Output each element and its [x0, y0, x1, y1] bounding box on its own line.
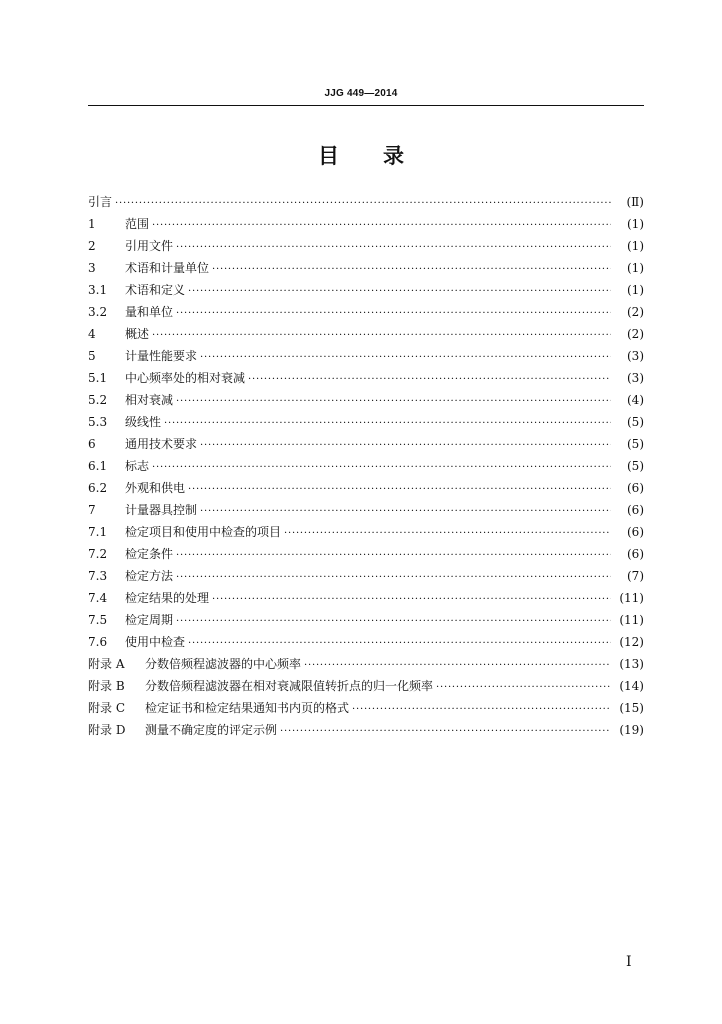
toc-entry-page: (2)	[627, 305, 644, 319]
toc-entry-title: 中心频率处的相对衰减	[125, 371, 246, 385]
toc-entry[interactable]	[88, 631, 644, 653]
toc-entry[interactable]	[88, 279, 644, 301]
toc-leader-dots	[176, 611, 611, 633]
toc-entry[interactable]	[88, 433, 644, 455]
toc-entry-title: 检定结果的处理	[125, 591, 210, 605]
toc-leader-dots	[176, 391, 611, 413]
toc-entry-page: (1)	[627, 261, 644, 275]
toc-leader-dots	[176, 303, 611, 325]
toc-leader-dots	[304, 655, 611, 677]
toc-entry[interactable]	[88, 543, 644, 565]
toc-leader-dots	[284, 523, 611, 545]
toc-entry[interactable]	[88, 675, 644, 697]
toc-leader-dots	[188, 633, 611, 655]
toc-entry-title: 通用技术要求	[125, 437, 198, 451]
toc-entry-number: 1	[88, 217, 96, 231]
toc-entry-number: 附录 A	[88, 657, 125, 671]
toc-entry[interactable]	[88, 301, 644, 323]
toc-entry-title: 相对衰减	[125, 393, 174, 407]
toc-leader-dots	[152, 457, 611, 479]
toc-entry[interactable]	[88, 455, 644, 477]
toc-entry[interactable]	[88, 323, 644, 345]
toc-entry-title: 计量器具控制	[125, 503, 198, 517]
toc-entry[interactable]	[88, 477, 644, 499]
toc-leader-dots	[115, 193, 611, 215]
toc-entry[interactable]	[88, 389, 644, 411]
toc-entry[interactable]	[88, 609, 644, 631]
toc-entry-page: (19)	[619, 723, 644, 737]
toc-leader-dots	[352, 699, 611, 721]
toc-leader-dots	[212, 589, 611, 611]
toc-entry-number: 3.1	[88, 283, 108, 297]
toc-entry[interactable]	[88, 213, 644, 235]
header-rule	[88, 105, 644, 106]
toc-entry[interactable]	[88, 367, 644, 389]
toc-entry[interactable]	[88, 719, 644, 741]
toc-entry[interactable]	[88, 653, 644, 675]
toc-entry-page: (2)	[627, 327, 644, 341]
toc-leader-dots	[280, 721, 611, 743]
toc-entry-number: 5.2	[88, 393, 108, 407]
toc-entry-title: 引用文件	[125, 239, 174, 253]
toc-entry-number: 附录 D	[88, 723, 126, 737]
toc-entry-page: (3)	[627, 371, 644, 385]
table-of-contents	[88, 191, 644, 741]
toc-entry-title: 量和单位	[125, 305, 174, 319]
toc-leader-dots	[200, 347, 611, 369]
toc-leader-dots	[176, 545, 611, 567]
toc-leader-dots	[152, 215, 611, 237]
toc-entry-number: 5	[88, 349, 96, 363]
toc-entry-title: 检定证书和检定结果通知书内页的格式	[145, 701, 350, 715]
toc-entry-number: 7.4	[88, 591, 108, 605]
toc-entry-page: (14)	[619, 679, 644, 693]
toc-entry-title: 级线性	[125, 415, 162, 429]
toc-entry-number: 7.6	[88, 635, 108, 649]
toc-entry-title: 范围	[125, 217, 150, 231]
toc-entry-number: 4	[88, 327, 96, 341]
toc-entry-number: 附录 B	[88, 679, 125, 693]
toc-entry-page: (11)	[619, 591, 644, 605]
toc-entry-page: (12)	[619, 635, 644, 649]
toc-entry-page: (Ⅱ)	[626, 195, 644, 209]
toc-leader-dots	[164, 413, 611, 435]
toc-entry-number: 7	[88, 503, 96, 517]
toc-entry[interactable]	[88, 411, 644, 433]
toc-entry-number: 7.1	[88, 525, 108, 539]
toc-leader-dots	[152, 325, 611, 347]
toc-leader-dots	[200, 501, 611, 523]
toc-entry-number: 3.2	[88, 305, 108, 319]
toc-entry-number: 2	[88, 239, 96, 253]
toc-entry[interactable]	[88, 257, 644, 279]
toc-entry-page: (4)	[627, 393, 644, 407]
toc-entry-title: 检定周期	[125, 613, 174, 627]
toc-entry[interactable]	[88, 499, 644, 521]
toc-entry[interactable]	[88, 697, 644, 719]
toc-entry-number: 5.3	[88, 415, 108, 429]
toc-entry-title: 分数倍频程滤波器在相对衰减限值转折点的归一化频率	[145, 679, 434, 693]
toc-entry-number: 6.2	[88, 481, 108, 495]
toc-entry-page: (5)	[627, 437, 644, 451]
document-code-header: JJG 449—2014	[324, 88, 398, 99]
toc-entry-page: (6)	[627, 481, 644, 495]
toc-entry-title: 术语和定义	[125, 283, 186, 297]
toc-entry[interactable]	[88, 587, 644, 609]
toc-leader-dots	[248, 369, 611, 391]
toc-entry-title: 使用中检查	[125, 635, 186, 649]
toc-leader-dots	[188, 479, 611, 501]
toc-entry-number: 3	[88, 261, 96, 275]
toc-entry-title: 检定方法	[125, 569, 174, 583]
toc-entry-title: 检定项目和使用中检查的项目	[125, 525, 282, 539]
toc-entry-page: (6)	[627, 525, 644, 539]
toc-entry[interactable]	[88, 191, 644, 213]
toc-entry-title: 术语和计量单位	[125, 261, 210, 275]
toc-entry-title: 分数倍频程滤波器的中心频率	[145, 657, 302, 671]
toc-entry[interactable]	[88, 565, 644, 587]
toc-entry-title: 计量性能要求	[125, 349, 198, 363]
toc-entry-page: (5)	[627, 459, 644, 473]
page-title: 目录	[318, 144, 448, 168]
toc-entry-number: 5.1	[88, 371, 108, 385]
toc-entry-page: (15)	[619, 701, 644, 715]
toc-leader-dots	[212, 259, 611, 281]
toc-entry-title: 测量不确定度的评定示例	[145, 723, 278, 737]
toc-entry-number: 7.3	[88, 569, 108, 583]
toc-entry-page: (1)	[627, 217, 644, 231]
toc-entry-number: 附录 C	[88, 701, 125, 715]
toc-entry-page: (1)	[627, 239, 644, 253]
toc-entry-page: (6)	[627, 547, 644, 561]
toc-entry-number: 6	[88, 437, 96, 451]
toc-entry-number: 6.1	[88, 459, 108, 473]
toc-entry-page: (7)	[627, 569, 644, 583]
toc-leader-dots	[176, 237, 611, 259]
toc-entry-number: 7.5	[88, 613, 108, 627]
toc-entry-title: 外观和供电	[125, 481, 186, 495]
page-number: I	[626, 954, 632, 970]
toc-entry[interactable]	[88, 521, 644, 543]
toc-leader-dots	[188, 281, 611, 303]
toc-entry-title: 概述	[125, 327, 150, 341]
toc-entry-title: 标志	[125, 459, 150, 473]
toc-entry-page: (13)	[619, 657, 644, 671]
toc-entry-page: (1)	[627, 283, 644, 297]
toc-entry-page: (11)	[619, 613, 644, 627]
toc-leader-dots	[200, 435, 611, 457]
toc-entry[interactable]	[88, 235, 644, 257]
toc-entry-title: 检定条件	[125, 547, 174, 561]
toc-entry-page: (5)	[627, 415, 644, 429]
toc-leader-dots	[436, 677, 611, 699]
toc-leader-dots	[176, 567, 611, 589]
toc-entry-title: 引言	[88, 195, 113, 209]
toc-entry-page: (3)	[627, 349, 644, 363]
toc-entry-number: 7.2	[88, 547, 108, 561]
toc-entry[interactable]	[88, 345, 644, 367]
toc-entry-page: (6)	[627, 503, 644, 517]
